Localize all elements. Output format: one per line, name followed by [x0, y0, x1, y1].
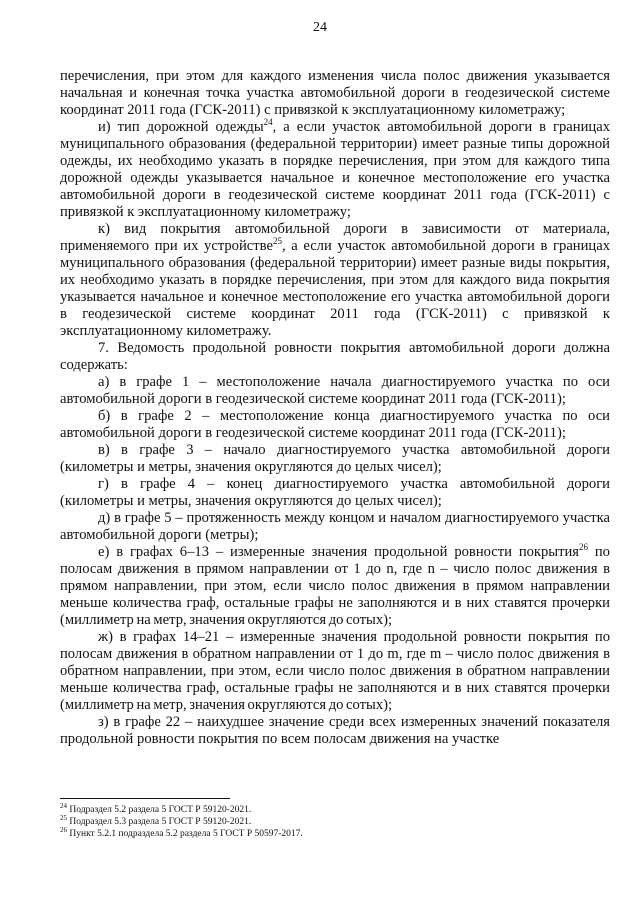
- paragraph: 7. Ведомость продольной ровности покрытия автомобильной дороги должна содержать:: [60, 340, 610, 373]
- paragraph: ж) в графах 14–21 – измеренные значения продольной ровности покрытия по полосам движения в обратном направлении от 1 до m, где m – число полос движения в обратном направлении, при этом, если число полос движения в обратном направлении меньше количества граф, остальные графы не заполняются и в них ставятся прочерки (миллиметр на метр, значения округляются до сотых);: [60, 629, 610, 713]
- paragraph: з) в графе 22 – наихудшее значение среди всех измеренных значений показателя продольной ровности покрытия по всем полосам движения на участке: [60, 714, 610, 747]
- paragraph: и) тип дорожной одежды$^{24}$, а если участок автомобильной дороги в границах муниципального образования (федеральной территории) имеет разные типы дорожной одежды, их необходимо указать в порядке перечисления, при этом для каждого типа дорожной одежды указывается начальное и конечное местоположение его участка автомобильной дороги в геодезической системе координат 2011 года (ГСК-2011) с привязкой к эксплуатационному километражу;: [60, 117, 610, 220]
- paragraph: перечисления, при этом для каждого изменения числа полос движения указывается начальная и конечная точка участка автомобильной дороги в геодезической системе координат 2011 года (ГСК-2011) с привязкой к эксплуатационному километражу;: [60, 68, 610, 118]
- paragraph: а) в графе 1 – местоположение начала диагностируемого участка по оси автомобильной дороги в геодезической системе координат 2011 года (ГСК-2011);: [60, 374, 610, 407]
- paragraph: г) в графе 4 – конец диагностируемого участка автомобильной дороги (километры и метры, значения округляются до целых чисел);: [60, 476, 610, 509]
- footnotes: [60, 801, 610, 840]
- paragraph: е) в графах 6–13 – измеренные значения продольной ровности покрытия$^{26}$ по полосам движения в прямом направлении от 1 до n, где n – число полос движения в прямом направлении, при этом, если число полос движения в прямом направлении меньше количества граф, остальные графы не заполняются и в них ставятся прочерки (миллиметр на метр, значения округляются до сотых);: [60, 542, 610, 628]
- footnote-separator: [60, 798, 230, 799]
- footnote: $^{24}$ Подраздел 5.2 раздела 5 ГОСТ Р 59120-2021.: [60, 801, 252, 815]
- page-number: 24: [313, 20, 327, 35]
- footnote-reference: 26: [579, 542, 589, 553]
- footnote: $^{26}$ Пункт 5.2.1 подраздела 5.2 раздела 5 ГОСТ Р 50597-2017.: [60, 825, 303, 839]
- document-body: [60, 68, 610, 748]
- paragraph: к) вид покрытия автомобильной дороги в зависимости от материала, применяемого при их устройстве$^{25}$, а если участок автомобильной дороги в границах муниципального образования (федеральной территории) имеет разные виды покрытия, их необходимо указать в порядке перечисления, при этом для каждого вида покрытия указывается начальное и конечное местоположение его участка автомобильной дороги в геодезической системе координат 2011 года (ГСК-2011) с привязкой к эксплуатационному километражу.: [60, 221, 610, 339]
- footnote-reference: 24: [263, 117, 273, 128]
- footnote-reference: 25: [272, 236, 282, 247]
- paragraph: д) в графе 5 – протяженность между концом и началом диагностируемого участка автомобильной дороги (метры);: [60, 510, 610, 543]
- paragraph: б) в графе 2 – местоположение конца диагностируемого участка по оси автомобильной дороги в геодезической системе координат 2011 года (ГСК-2011);: [60, 408, 610, 441]
- paragraph: в) в графе 3 – начало диагностируемого участка автомобильной дороги (километры и метры, значения округляются до целых чисел);: [60, 442, 610, 475]
- footnote: $^{25}$ Подраздел 5.3 раздела 5 ГОСТ Р 59120-2021.: [60, 813, 252, 827]
